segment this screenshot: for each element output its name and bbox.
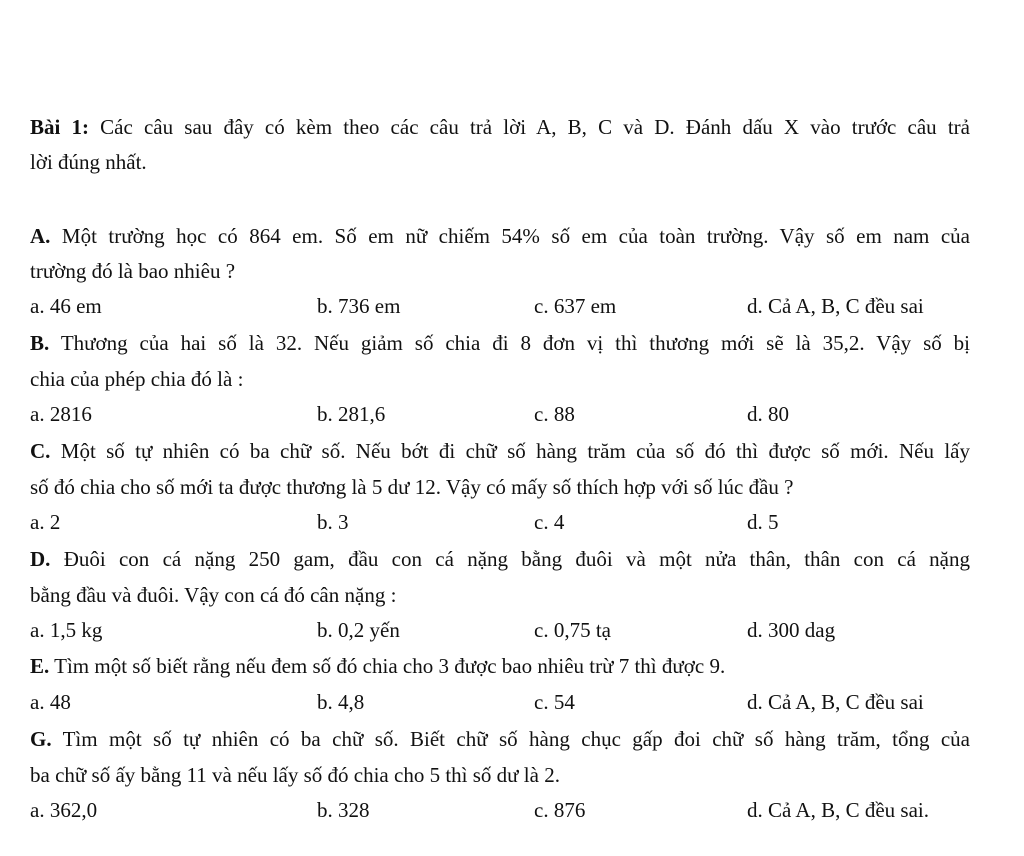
question-e-options	[30, 689, 990, 715]
question-d-label: D.	[30, 547, 51, 571]
question-d-options	[30, 617, 990, 643]
exercise-instruction-line1	[30, 114, 970, 140]
question-d-option-a: a. 1,5 kg	[30, 618, 103, 642]
question-c-options	[30, 509, 990, 535]
question-e-option-a: a. 48	[30, 690, 71, 714]
question-g-label: G.	[30, 727, 52, 751]
question-a-line1	[30, 223, 970, 249]
question-g-option-d: d. Cả A, B, C đều sai.	[747, 798, 929, 822]
question-b-option-d: d. 80	[747, 402, 789, 426]
question-a-option-c: c. 637 em	[534, 294, 617, 318]
question-c-option-d: d. 5	[747, 510, 779, 534]
exercise-instruction-line2: lời đúng nhất.	[30, 150, 147, 174]
question-b-option-c: c. 88	[534, 402, 575, 426]
question-e-label: E.	[30, 654, 50, 678]
question-e-text: Tìm một số biết rằng nếu đem số đó chia cho 3 được bao nhiêu trừ 7 thì được 9.	[54, 654, 726, 678]
question-a-option-b: b. 736 em	[317, 294, 401, 318]
question-d-option-b: b. 0,2 yến	[317, 618, 400, 642]
exercise-label: Bài 1:	[30, 115, 89, 139]
question-c-text: Một số tự nhiên có ba chữ số. Nếu bớt đi chữ số hàng trăm của số đó thì được số mới. Nếu lấy	[60, 439, 970, 463]
question-e-option-d: d. Cả A, B, C đều sai	[747, 690, 924, 714]
question-d-line1	[30, 546, 970, 572]
question-b-option-a: a. 2816	[30, 402, 92, 426]
question-g-options	[30, 797, 990, 823]
question-b-label: B.	[30, 331, 50, 355]
question-d-option-c: c. 0,75 tạ	[534, 618, 611, 642]
question-g-option-a: a. 362,0	[30, 798, 98, 822]
question-c-label: C.	[30, 439, 51, 463]
question-e-option-b: b. 4,8	[317, 690, 365, 714]
question-e-line1	[30, 653, 970, 679]
question-e-option-c: c. 54	[534, 690, 575, 714]
question-c-option-a: a. 2	[30, 510, 61, 534]
question-d-line2: bằng đầu và đuôi. Vậy con cá đó cân nặng :	[30, 583, 397, 607]
question-d-text: Đuôi con cá nặng 250 gam, đầu con cá nặng bằng đuôi và một nửa thân, thân con cá nặng	[63, 547, 971, 571]
question-g-option-b: b. 328	[317, 798, 370, 822]
question-a-option-a: a. 46 em	[30, 294, 102, 318]
question-b-options	[30, 401, 990, 427]
question-b-text: Thương của hai số là 32. Nếu giảm số chia đi 8 đơn vị thì thương mới sẽ là 35,2. Vậy số bị	[60, 331, 970, 355]
question-b-line1	[30, 330, 970, 356]
question-c-line1	[30, 438, 970, 464]
question-c-line2: số đó chia cho số mới ta được thương là 5 dư 12. Vậy có mấy số thích hợp với số lúc đầu ?	[30, 475, 794, 499]
question-a-options	[30, 293, 990, 319]
exercise-text-1: Các câu sau đây có kèm theo các câu trả lời A, B, C và D. Đánh dấu X vào trước câu trả	[100, 115, 970, 139]
question-a-option-d: d. Cả A, B, C đều sai	[747, 294, 924, 318]
question-a-line2: trường đó là bao nhiêu ?	[30, 259, 236, 283]
question-a-text: Một trường học có 864 em. Số em nữ chiếm 54% số em của toàn trường. Vậy số em nam của	[61, 224, 970, 248]
question-b-option-b: b. 281,6	[317, 402, 386, 426]
question-c-option-c: c. 4	[534, 510, 565, 534]
question-c-option-b: b. 3	[317, 510, 349, 534]
question-a-label: A.	[30, 224, 51, 248]
question-b-line2: chia của phép chia đó là :	[30, 367, 244, 391]
question-g-line2: ba chữ số ấy bằng 11 và nếu lấy số đó chia cho 5 thì số dư là 2.	[30, 763, 560, 787]
question-g-text: Tìm một số tự nhiên có ba chữ số. Biết chữ số hàng chục gấp đoi chữ số hàng trăm, tổng của	[62, 727, 971, 751]
question-g-line1	[30, 726, 970, 752]
question-d-option-d: d. 300 dag	[747, 618, 836, 642]
question-g-option-c: c. 876	[534, 798, 586, 822]
